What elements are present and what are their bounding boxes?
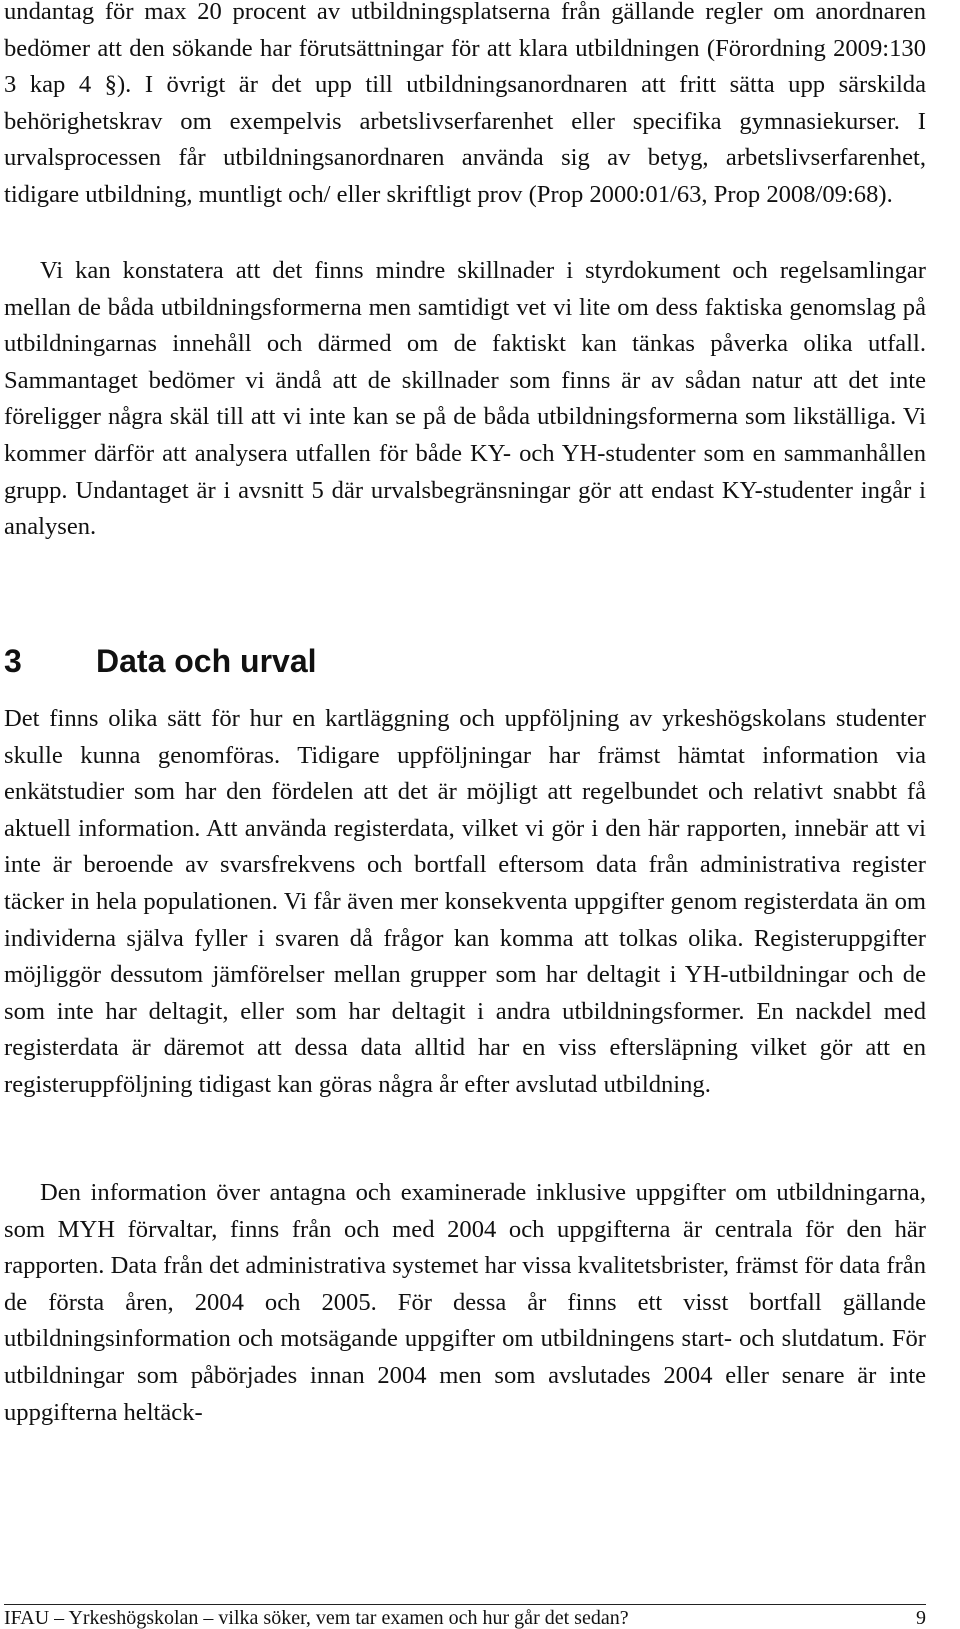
body-paragraph-3: Det finns olika sätt för hur en kartläggning och uppföljning av yrkeshögskolans studenter skulle kunna genomföras. Tidigare uppföljningar har främst hämtat information via enkätstudier som har den fördelen att det är möjligt att regelbundet och relativt snabbt få aktuell information. Att använda registerdata, vilket vi gör i den här rapporten, innebär att vi inte är beroende av svarsfrekvens och bortfall eftersom data från administrativa register täcker in hela populationen. Vi får även mer konsekventa uppgifter genom registerdata än om individerna själva fyller i svaren då frågor kan komma att tolkas olika. Registeruppgifter möjliggör dessutom jämförelser mellan grupper som har deltagit i YH-utbildningar och de som inte har deltagit, eller som har deltagit i andra utbildningsformer. En nackdel med registerdata är däremot att dessa data alltid har en viss eftersläpning vilket gör att en registeruppföljning tidigast kan göras några år efter avslutad utbildning.: [4, 705, 926, 1098]
footer-running-title: IFAU – Yrkeshögskolan – vilka söker, vem tar examen och hur går det sedan?: [4, 1607, 629, 1629]
body-paragraph-2: Vi kan konstatera att det finns mindre skillnader i styrdokument och regelsamlingar mellan de båda utbildningsformerna men samtidigt vet vi lite om dess faktiska genomslag på utbildningarnas innehåll och därmed om de faktiskt kan tänkas påverka olika utfall. Sammantaget bedömer vi ändå att de skillnader som finns är av sådan natur att det inte föreligger några skäl till att vi inte kan se på de båda utbildningsformerna som likställiga. Vi kommer därför att analysera utfallen för både KY- och YH-studenter som en sammanhållen grupp. Undantaget är i avsnitt 5 där urvalsbegränsningar gör att endast KY-studenter ingår i analysen.: [4, 257, 926, 541]
page-footer: [4, 1607, 926, 1629]
footer-page-number: 9: [916, 1607, 926, 1629]
section-number: 3: [4, 643, 22, 679]
body-paragraph-1: undantag för max 20 procent av utbildningsplatserna från gällande regler om anordnaren bedömer att den sökande har förutsättningar för att klara utbildningen (Förordning 2009:130 3 kap 4 §). I övrigt är det upp till utbildningsanordnaren att fritt sätta upp särskilda behörighetskrav om exempelvis arbetslivserfarenhet eller specifika gymnasiekurser. I urvalsprocessen får utbildningsanordnaren använda sig av betyg, arbetslivserfarenhet, tidigare utbildning, muntligt och/ eller skriftligt prov (Prop 2000:01/63, Prop 2008/09:68).: [4, 0, 926, 208]
section-heading: [4, 638, 317, 684]
footer-divider: [4, 1604, 926, 1605]
section-title: Data och urval: [96, 643, 317, 679]
body-paragraph-4: Den information över antagna och examinerade inklusive uppgifter om utbildningarna, som MYH förvaltar, finns från och med 2004 och uppgifterna är centrala för den här rapporten. Data från det administrativa systemet har vissa kvalitetsbrister, främst för data från de första åren, 2004 och 2005. För dessa år finns ett visst bortfall gällande utbildningsinformation och motsägande uppgifter om utbildningens start- och slutdatum. För utbildningar som påbörjades innan 2004 men som avslutades 2004 eller senare är inte uppgifterna heltäck-: [4, 1179, 926, 1426]
